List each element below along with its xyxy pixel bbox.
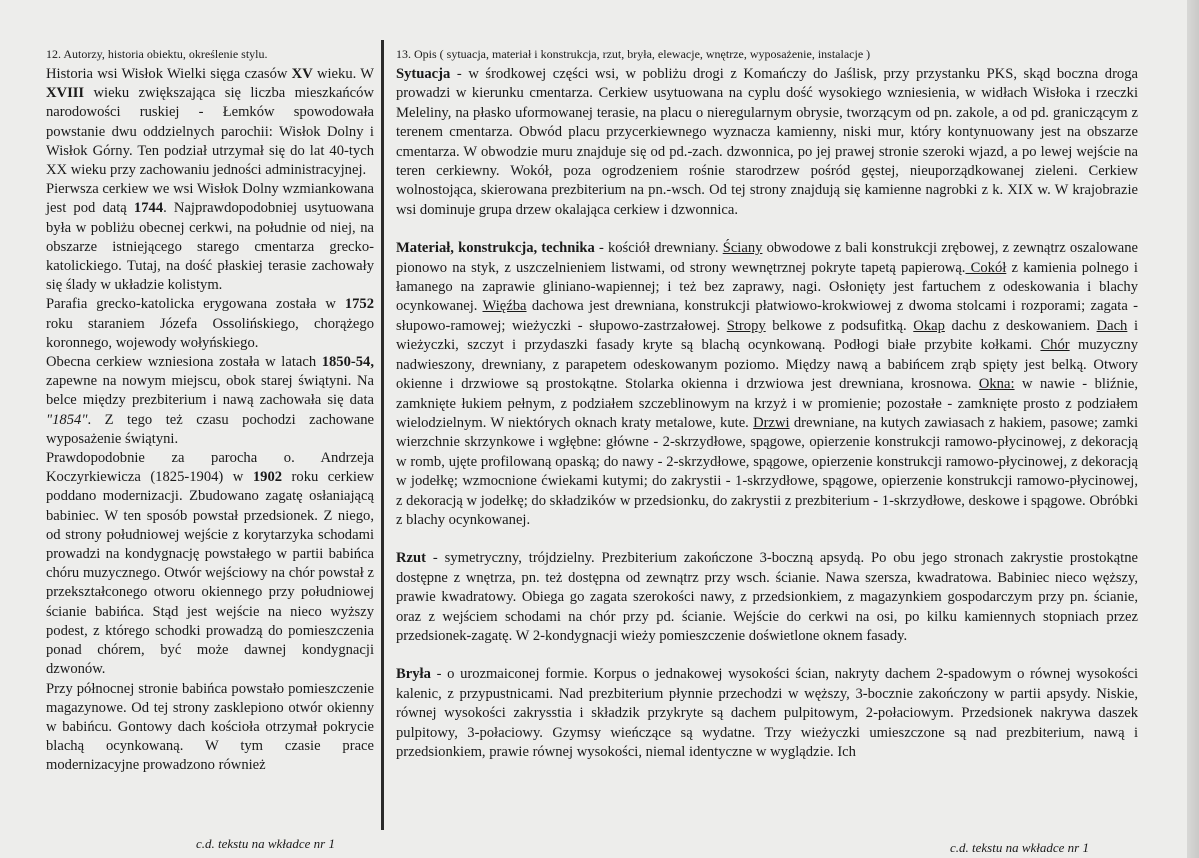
history-paragraph-1: Historia wsi Wisłok Wielki sięga czasów XV wieku. W XVIII wieku zwiększająca się liczba mieszkańców narodowości ruskiej - Łemków spowodowała powstanie dwu oddzielnych parochii: Wisłok Dolny i Wisłok Górny. Ten podział utrzymał się do lat 40-tych XX wieku przy zachowaniu jedności administracyjnej. xyxy=(46,66,374,179)
history-paragraph-6: Przy północnej stronie babińca powstało pomieszczenie magazynowe. Od tej strony zasklepiono otwór okienny w babińcu. Gontowy dach kościoła otrzymał pokrycie blachą ocynkowaną. W tym czasie prace modernizacyjne prowadzono również xyxy=(46,680,374,774)
right-continuation-note: c.d. tekstu na wkładce nr 1 xyxy=(950,840,1089,855)
sytuacja-paragraph: Sytuacja - w środkowej części wsi, w pobliżu drogi z Komańczy do Jaślisk, przy przystanku PKS, skąd boczna droga prowadzi w kierunku cmentarza. Cerkiew usytuowana na cyplu dość wysokiego wzniesienia, w widłach Wisłoka i rzeczki Meleliny, na płasko uformowanej terasie, na placu o nieregularnym obrysie, tworzącym od pn. zakole, a od pd. graniczącym z terenem cmentarza. Obwód placu przycerkiewnego wyznacza kamienny, niski mur, który kontynuowany jest na obszarze cmentarza. W obwodzie muru znajduje się od pd.-zach. dzwonnica, po jej prawej stronie szeroki wjazd, a po lewej wejście na teren cerkiewny. Wokół, poza ogrodzeniem rośnie starodrzew pośród gęstej, nieuporządkowanej zieleni. Cerkiew wolnostojąca, skierowana prezbiterium na pn.-wsch. Od tej strony znajdują się kamienne nagrobki z k. XIX w. W krajobrazie wsi dominuje grupa drzew okalająca cerkiew i dzwonnica. xyxy=(396,66,1138,218)
right-column xyxy=(396,46,1138,762)
section-12-heading: 12. Autorzy, historia obiektu, określenie stylu. xyxy=(46,47,268,61)
history-paragraph-4: Obecna cerkiew wzniesiona została w latach 1850-54, zapewne na nowym miejscu, obok starej świątyni. Na belce między prezbiterium i nawą zachowała się data "1854". Z tego też czasu pochodzi zachowane wyposażenie świątyni. xyxy=(46,354,374,447)
history-paragraph-2: Pierwsza cerkiew we wsi Wisłok Dolny wzmiankowana jest pod datą 1744. Najprawdopodobniej usytuowana była w pobliżu obecnej cerkwi, na południe od niej, na obszarze istniejącego starego cmentarza grecko-katolickiego. Tutaj, na dość płaskiej terasie zachowały się ślady w układzie kolistym. xyxy=(46,181,374,294)
history-paragraph-5: Prawdopodobnie za parocha o. Andrzeja Koczyrkiewicza (1825-1904) w 1902 roku cerkiew poddano modernizacji. Zbudowano zagatę osłaniającą babiniec. W ten sposób powstał przedsionek. Z niego, od strony południowej wejście z korytarzyka schodami prowadzi na kondygnację powstałego w partii babińca chóru muzycznego. Otwór wejściowy na chór powstał z przekształconego otworu okiennego przy południowej ścianie babińca. Stąd jest wejście na nieco wyższy podest, z którego schodki prowadzą do pomieszczenia ponad chórem, być może dawnej kondygnacji dzwonów. xyxy=(46,450,374,678)
rzut-paragraph: Rzut - symetryczny, trójdzielny. Prezbiterium zakończone 3-boczną apsydą. Po obu jego stronach zakrystie prostokątne dostępne z wnętrza, pn. też dostępna od zewnątrz przy wsch. ścianie. Nawa szersza, kwadratowa. Babiniec nieco węższy, prawie kwadratowy. Obiega go zagata szerokości nawy, z przedsionkiem, z magazynkiem gospodarczym przy pn. ścianie, oraz z wejściem schodami na chór przy pd. ścianie. Wejście do cerkwi na osi, po kilku kamiennych stopniach przez przedsionek-zagatę. W 2-kondygnacji wieży pomieszczenie doświetlone oknem fasady. xyxy=(396,550,1138,644)
left-column xyxy=(46,46,374,776)
material-paragraph: Materiał, konstrukcja, technika - kościół drewniany. Ściany obwodowe z bali konstrukcji zrębowej, z zewnątrz oszalowane pionowo na styk, z uszczelnieniem listwami, od strony wewnętrznej pokryte tapetą papierową. Cokół z kamienia polnego i łamanego na zaprawie gliniano-wapiennej; i też bez zaprawy, nagi. Osłonięty jest fartuchem z odeskowania i blachy ocynkowanej. Więźba dachowa jest drewniana, konstrukcji płatwiowo-krokwiowej z dwoma stolcami i rozporami; zagata - słupowo-ramowej; wieżyczki - słupowo-zastrzałowej. Stropy belkowe z podsufitką. Okap dachu z deskowaniem. Dach i wieżyczki, szczyt i przydaszki fasady kryte są blachą ocynkowaną. Podłogi białe przybite kołkami. Chór muzyczny nadwieszony, drewniany, z parapetem odeskowanym poziomo. Między nawą a babińcem zrąb spięty jest belką. Otwory okienne i drzwiowe są prostokątne. Stolarka okienna i drzwiowa jest drewniana, krosnowa. Okna: w nawie - bliźnie, zamknięte łukiem pełnym, z podziałem szczeblinowym na krzyż i w promienie; pozostałe - zamknięte prosto z podziałem wielodzielnym. W niektórych oknach kraty metalowe, kute. Drzwi drewniane, na kutych zawiasach z hakiem, pasowe; zamki wierzchnie skrzynkowe i wgłębne: główne - 2-skrzydłowe, spągowe, opierzenie konstrukcji ramowo-płycinowej, z dekoracją w romb, ujęte profilowaną opaską; do nawy - 2-skrzydłowe, spągowe, opierzenie konstrukcji ramowo-płycinowej, z dekoracją w jodełkę; wzmocnione ćwiekami kutymi; do zakrystii - 1-skrzydłowe, spągowe, opierzenie konstrukcji ramowo-płycinowej, z dekoracją w jodełkę; do składzików w przedsionku, do zakrystii z prezbiterium - 1-skrzydłowe, deskowe i spągowe. Obróbki z blachy ocynkowanej. xyxy=(396,240,1139,528)
left-continuation-note: c.d. tekstu na wkładce nr 1 xyxy=(196,836,335,851)
page-edge xyxy=(1187,0,1199,858)
history-paragraph-3: Parafia grecko-katolicka erygowana została w 1752 roku staraniem Józefa Ossolińskiego, chorążego koronnego, wojewody wołyńskiego. xyxy=(46,296,374,351)
column-divider xyxy=(381,40,384,830)
bryla-paragraph: Bryła - o urozmaiconej formie. Korpus o jednakowej wysokości ścian, nakryty dachem 2-spadowym o równej wysokości kalenic, z przypustnicami. Nad prezbiterium płynnie przechodzi w węższy, 3-bocznie zakończony w partii apsydy. Niskie, równej wysokości zakrysstia i składzik przykryte są dachem pulpitowym, 2-połaciowym. Przedsionek nakrywa daszek pulpitowy, 3-połaciowy. Gzymsy wieńczące są wydatne. Trzy wieżyczki umieszczone są nad prezbiterium, nawą i przedsionkiem, prawie równej wysokości, niemal identyczne w wyglądzie. Ich xyxy=(396,666,1138,760)
section-13-heading: 13. Opis ( sytuacja, materiał i konstrukcja, rzut, bryła, elewacje, wnętrze, wyposażenie, instalacje ) xyxy=(396,47,871,61)
